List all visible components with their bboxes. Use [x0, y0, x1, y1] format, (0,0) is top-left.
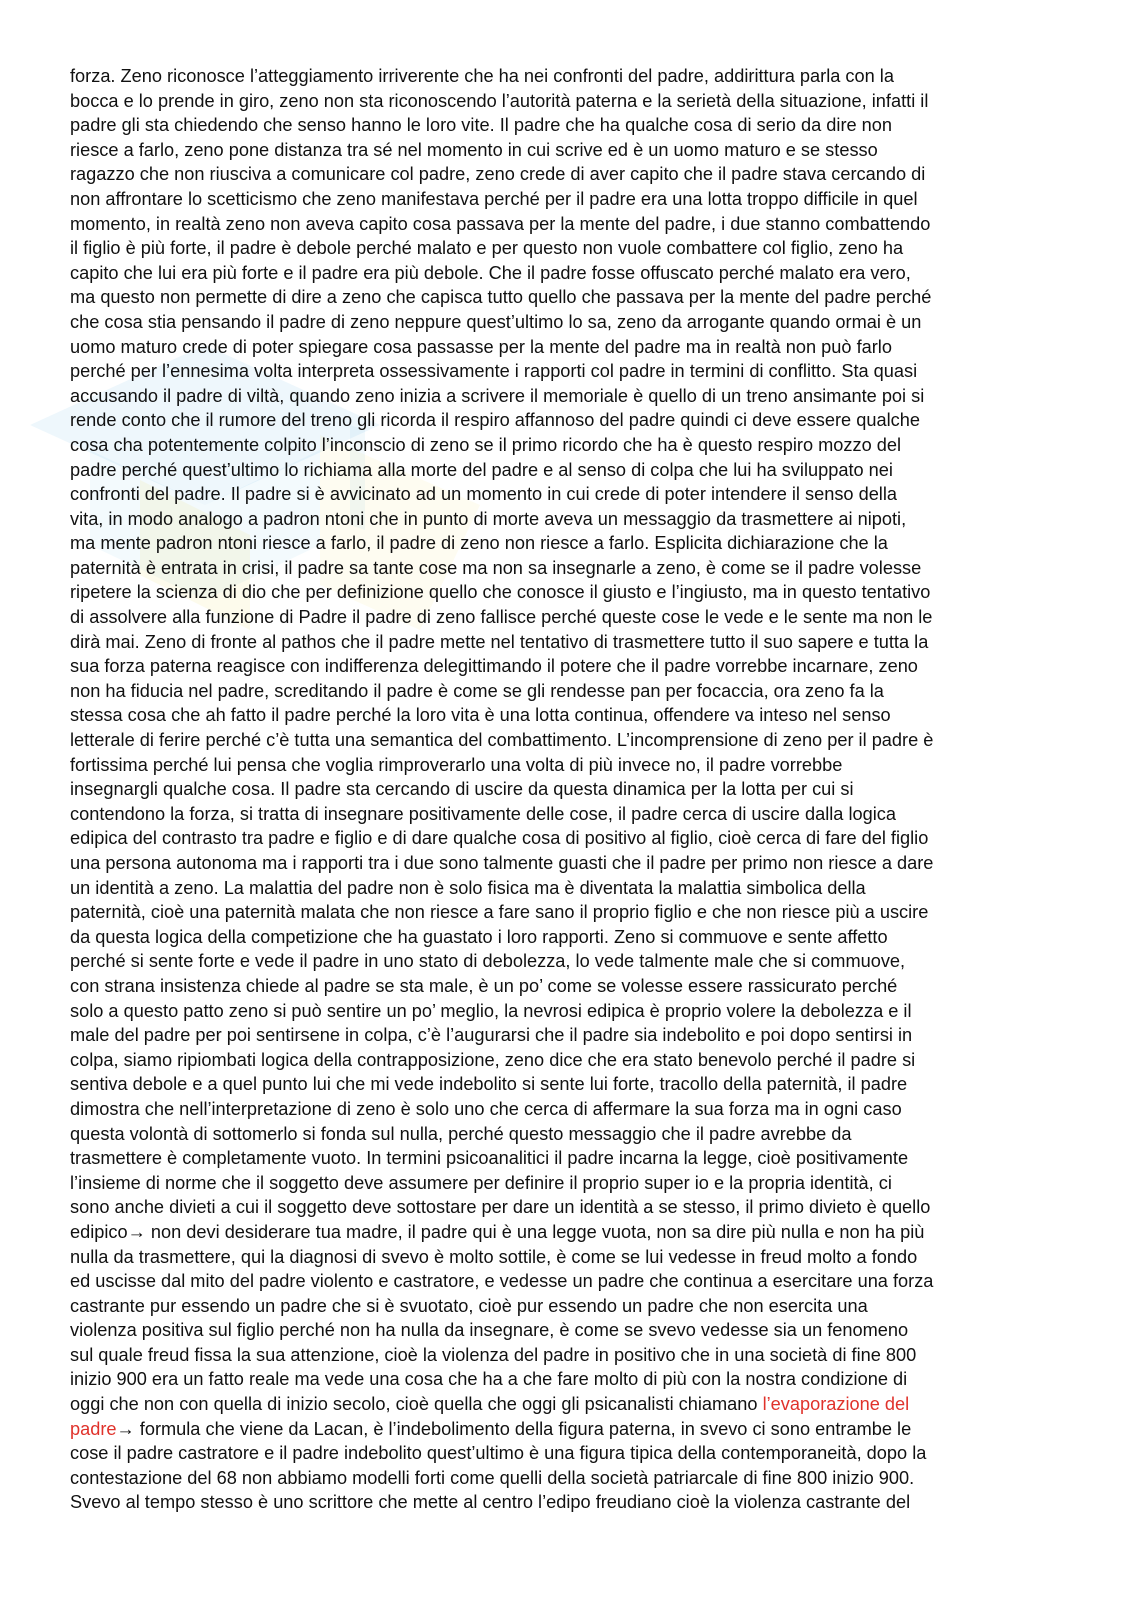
text-line — [70, 261, 1082, 286]
text-segment: oggi che non con quella di inizio secolo, cioè quella che oggi gli psicanalisti chiamano — [70, 1394, 763, 1415]
text-line — [70, 1294, 1082, 1319]
text-segment: capito che lui era più forte e il padre era più debole. Che il padre fosse offuscato perché malato era vero, — [70, 262, 911, 283]
text-segment: castrante pur essendo un padre che si è svuotato, cioè pur essendo un padre che non esercita una — [70, 1295, 868, 1316]
text-line — [70, 974, 1082, 999]
text-segment: non affrontare lo scetticismo che zeno manifestava perché per il padre era una lotta troppo difficile in quel — [70, 188, 918, 209]
text-segment: violenza positiva sul figlio perché non ha nulla da insegnare, è come se svevo vedesse sia un fenomeno — [70, 1320, 909, 1341]
text-line — [70, 162, 1082, 187]
text-segment: dirà mai. Zeno di fronte al pathos che il padre mette nel tentativo di trasmettere tutto il suo sapere e tutta la — [70, 631, 929, 652]
text-line — [70, 359, 1082, 384]
text-line — [70, 1195, 1082, 1220]
text-segment: una persona autonoma ma i rapporti tra i due sono talmente guasti che il padre per primo non riesce a dare — [70, 853, 934, 873]
text-line — [70, 654, 1082, 679]
text-line — [70, 433, 1082, 458]
text-segment: sul quale freud fissa la sua attenzione, cioè la violenza del padre in positivo che in una società di fine 800 — [70, 1344, 917, 1365]
text-line — [70, 138, 1082, 163]
text-segment: sono anche divieti a cui il soggetto deve sottostare per dare un identità a se stesso, il primo divieto è quello — [70, 1197, 931, 1218]
text-line — [70, 1392, 1082, 1417]
text-segment: confronti del padre. Il padre si è avvicinato ad un momento in cui crede di poter intendere il senso della — [70, 484, 898, 505]
text-line — [70, 605, 1082, 630]
text-segment: di assolvere alla funzione di Padre il padre di zeno fallisce perché queste cose le vede e le sente ma non le — [70, 607, 933, 628]
text-segment: un identità a zeno. La malattia del padre non è solo fisica ma è diventata la malattia simbolica della — [70, 877, 866, 898]
text-line — [70, 1220, 1082, 1245]
text-segment: riesce a farlo, zeno pone distanza tra sé nel momento in cui scrive ed è un uomo maturo e se stesso — [70, 139, 878, 160]
text-segment: accusando il padre di viltà, quando zeno inizia a scrivere il memoriale è quello di un treno ansimante poi si — [70, 385, 925, 406]
text-segment: bocca e lo prende in giro, zeno non sta riconoscendo l’autorità paterna e la serietà della situazione, infatti il — [70, 90, 929, 111]
text-segment: trasmettere è completamente vuoto. In termini psicoanalitici il padre incarna la legge, cioè positivamente — [70, 1148, 909, 1169]
text-segment: dimostra che nell’interpretazione di zeno è solo uno che cerca di affermare la sua forza ma in ogni caso — [70, 1098, 902, 1119]
text-line — [70, 1122, 1082, 1147]
text-line — [70, 335, 1082, 360]
text-line — [70, 925, 1082, 950]
text-segment: momento, in realtà zeno non aveva capito cosa passava per la mente del padre, i due stanno combattendo — [70, 213, 931, 234]
text-line — [70, 113, 1082, 138]
text-segment: uomo maturo crede di poter spiegare cosa passasse per la mente del padre ma in realtà non può farlo — [70, 336, 892, 357]
text-line — [70, 703, 1082, 728]
text-line — [70, 64, 1082, 89]
text-line — [70, 310, 1082, 335]
text-segment: cosa cha potentemente colpito l’inconscio di zeno se il primo ricordo che ha è questo respiro mozzo del — [70, 434, 902, 455]
text-segment: ed uscisse dal mito del padre violento e castratore, e vedesse un padre che continua a esercitare una forza — [70, 1271, 934, 1292]
text-line — [70, 89, 1082, 114]
body-text — [70, 64, 1082, 1515]
text-line — [70, 1097, 1082, 1122]
text-line — [70, 507, 1082, 532]
text-line — [70, 753, 1082, 778]
text-line — [70, 1343, 1082, 1368]
text-segment: → formula che viene da Lacan, è l’indebolimento della figura paterna, in svevo ci sono entrambe le — [116, 1418, 912, 1439]
text-line — [70, 408, 1082, 433]
text-segment: questa volontà di sottomerlo si fonda sul nulla, perché questo messaggio che il padre avrebbe da — [70, 1123, 852, 1144]
text-segment: cose il padre castratore e il padre indebolito quest’ultimo è una figura tipica della contemporaneità, dopo la — [70, 1443, 927, 1464]
text-segment: sentiva debole e a quel punto lui che mi vede indebolito si sente lui forte, tracollo della paternità, il padre — [70, 1074, 908, 1095]
text-line — [70, 482, 1082, 507]
text-line — [70, 679, 1082, 704]
text-segment: letterale di ferire perché c’è tutta una semantica del combattimento. L’incomprensione di zeno per il padre è — [70, 730, 934, 751]
text-segment: ripetere la scienza di dio che per definizione quello che conosce il giusto e l’ingiusto, ma in questo tentativo — [70, 582, 931, 603]
text-line — [70, 458, 1082, 483]
text-segment: contendono la forza, si tratta di insegnare positivamente delle cose, il padre cerca di uscire dalla logica — [70, 803, 896, 824]
text-segment: sua forza paterna reagisce con indifferenza delegittimando il potere che il padre vorrebbe incarnare, zeno — [70, 656, 918, 677]
text-segment: ma questo non permette di dire a zeno che capisca tutto quello che passava per la mente del padre perché — [70, 287, 932, 308]
text-segment: stessa cosa che ah fatto il padre perché la loro vita è una lotta continua, offendere va inteso nel senso — [70, 705, 891, 726]
text-segment: perché si sente forte e vede il padre in uno stato di debolezza, lo vede talmente male che si commuove, — [70, 951, 906, 972]
text-segment: inizio 900 era un fatto reale ma vede una cosa che ha a che fare molto di più con la nostra condizione di — [70, 1369, 908, 1390]
text-line — [70, 876, 1082, 901]
text-segment: solo a questo patto zeno si può sentire un po’ meglio, la nevrosi edipica è proprio volere la debolezza e il — [70, 1000, 912, 1021]
text-line — [70, 728, 1082, 753]
text-segment: padre perché quest’ultimo lo richiama alla morte del padre e al senso di colpa che lui ha sviluppato nei — [70, 459, 893, 480]
text-line — [70, 900, 1082, 925]
text-line — [70, 187, 1082, 212]
text-segment: edipica del contrasto tra padre e figlio e di dare qualche cosa di positivo al figlio, cioè cerca di fare del figlio — [70, 828, 929, 849]
text-line — [70, 1318, 1082, 1343]
text-segment: ragazzo che non riusciva a comunicare col padre, zeno crede di aver capito che il padre stava cercando di — [70, 164, 926, 185]
text-line — [70, 556, 1082, 581]
text-segment: edipico→ non devi desiderare tua madre, il padre qui è una legge vuota, non sa dire più nulla e non ha più — [70, 1221, 925, 1242]
text-segment: padre gli sta chiedendo che senso hanno le loro vite. Il padre che ha qualche cosa di serio da dire non — [70, 115, 893, 136]
text-segment: forza. Zeno riconosce l’atteggiamento irriverente che ha nei confronti del padre, addirittura parla con la — [70, 66, 894, 86]
text-segment: male del padre per poi sentirsene in colpa, c’è l’augurarsi che il padre sia indebolito e poi dopo sentirsi in — [70, 1025, 913, 1046]
text-line — [70, 1171, 1082, 1196]
highlighted-text: l’evaporazione del — [762, 1394, 910, 1415]
text-segment: Svevo al tempo stesso è uno scrittore che mette al centro l’edipo freudiano cioè la violenza castrante del — [70, 1492, 911, 1513]
text-line — [70, 580, 1082, 605]
text-segment: vita, in modo analogo a padron ntoni che in punto di morte aveva un messaggio da trasmettere ai nipoti, — [70, 508, 907, 529]
text-line — [70, 236, 1082, 261]
text-line — [70, 1072, 1082, 1097]
text-segment: colpa, siamo ripiombati logica della contrapposizione, zeno dice che era stato benevolo perché il padre si — [70, 1049, 916, 1070]
text-segment: fortissima perché lui pensa che voglia rimproverarlo una volta di più invece no, il padre vorrebbe — [70, 754, 843, 775]
text-line — [70, 1269, 1082, 1294]
text-line — [70, 212, 1082, 237]
text-segment: ma mente padron ntoni riesce a farlo, il padre di zeno non riesce a farlo. Esplicita dichiarazione che la — [70, 533, 888, 554]
text-segment: contestazione del 68 non abbiamo modelli forti come quelli della società patriarcale di fine 800 inizio 900. — [70, 1467, 915, 1488]
text-line — [70, 777, 1082, 802]
text-segment: da questa logica della competizione che ha guastato i loro rapporti. Zeno si commuove e sente affetto — [70, 926, 888, 947]
text-line — [70, 999, 1082, 1024]
text-line — [70, 630, 1082, 655]
text-line — [70, 802, 1082, 827]
text-line — [70, 949, 1082, 974]
text-line — [70, 1466, 1082, 1491]
text-segment: che cosa stia pensando il padre di zeno neppure quest’ultimo lo sa, zeno da arrogante quando ormai è un — [70, 311, 922, 332]
text-segment: nulla da trasmettere, qui la diagnosi di svevo è molto sottile, è come se lui vedesse in freud molto a fondo — [70, 1246, 918, 1267]
text-line — [70, 1490, 1082, 1515]
text-segment: paternità, cioè una paternità malata che non riesce a fare sano il proprio figlio e che non riesce più a uscire — [70, 902, 929, 923]
text-line — [70, 1146, 1082, 1171]
text-line — [70, 384, 1082, 409]
text-segment: perché per l’ennesima volta interpreta ossessivamente i rapporti col padre in termini di conflitto. Sta quasi — [70, 361, 918, 382]
text-line — [70, 1245, 1082, 1270]
text-line — [70, 1367, 1082, 1392]
text-line — [70, 1023, 1082, 1048]
text-segment: con strana insistenza chiede al padre se sta male, è un po’ come se volesse essere rassicurato perché — [70, 975, 898, 996]
text-line — [70, 1441, 1082, 1466]
text-segment: l’insieme di norme che il soggetto deve assumere per definire il proprio super io e la propria identità, ci — [70, 1172, 892, 1193]
text-line — [70, 1417, 1082, 1442]
text-line — [70, 826, 1082, 851]
text-segment: il figlio è più forte, il padre è debole perché malato e per questo non vuole combattere col figlio, zeno ha — [70, 238, 904, 259]
text-segment: rende conto che il rumore del treno gli ricorda il respiro affannoso del padre quindi ci deve essere qualche — [70, 410, 920, 431]
text-line — [70, 1048, 1082, 1073]
text-segment: paternità è entrata in crisi, il padre sa tante cose ma non sa insegnarle a zeno, è come se il padre volesse — [70, 557, 922, 578]
highlighted-text: padre — [70, 1418, 117, 1439]
text-line — [70, 851, 1082, 876]
text-segment: non ha fiducia nel padre, screditando il padre è come se gli rendesse pan per focaccia, ora zeno fa la — [70, 680, 884, 701]
text-line — [70, 531, 1082, 556]
text-segment: insegnargli qualche cosa. Il padre sta cercando di uscire da questa dinamica per la lotta per cui si — [70, 779, 854, 800]
text-line — [70, 285, 1082, 310]
